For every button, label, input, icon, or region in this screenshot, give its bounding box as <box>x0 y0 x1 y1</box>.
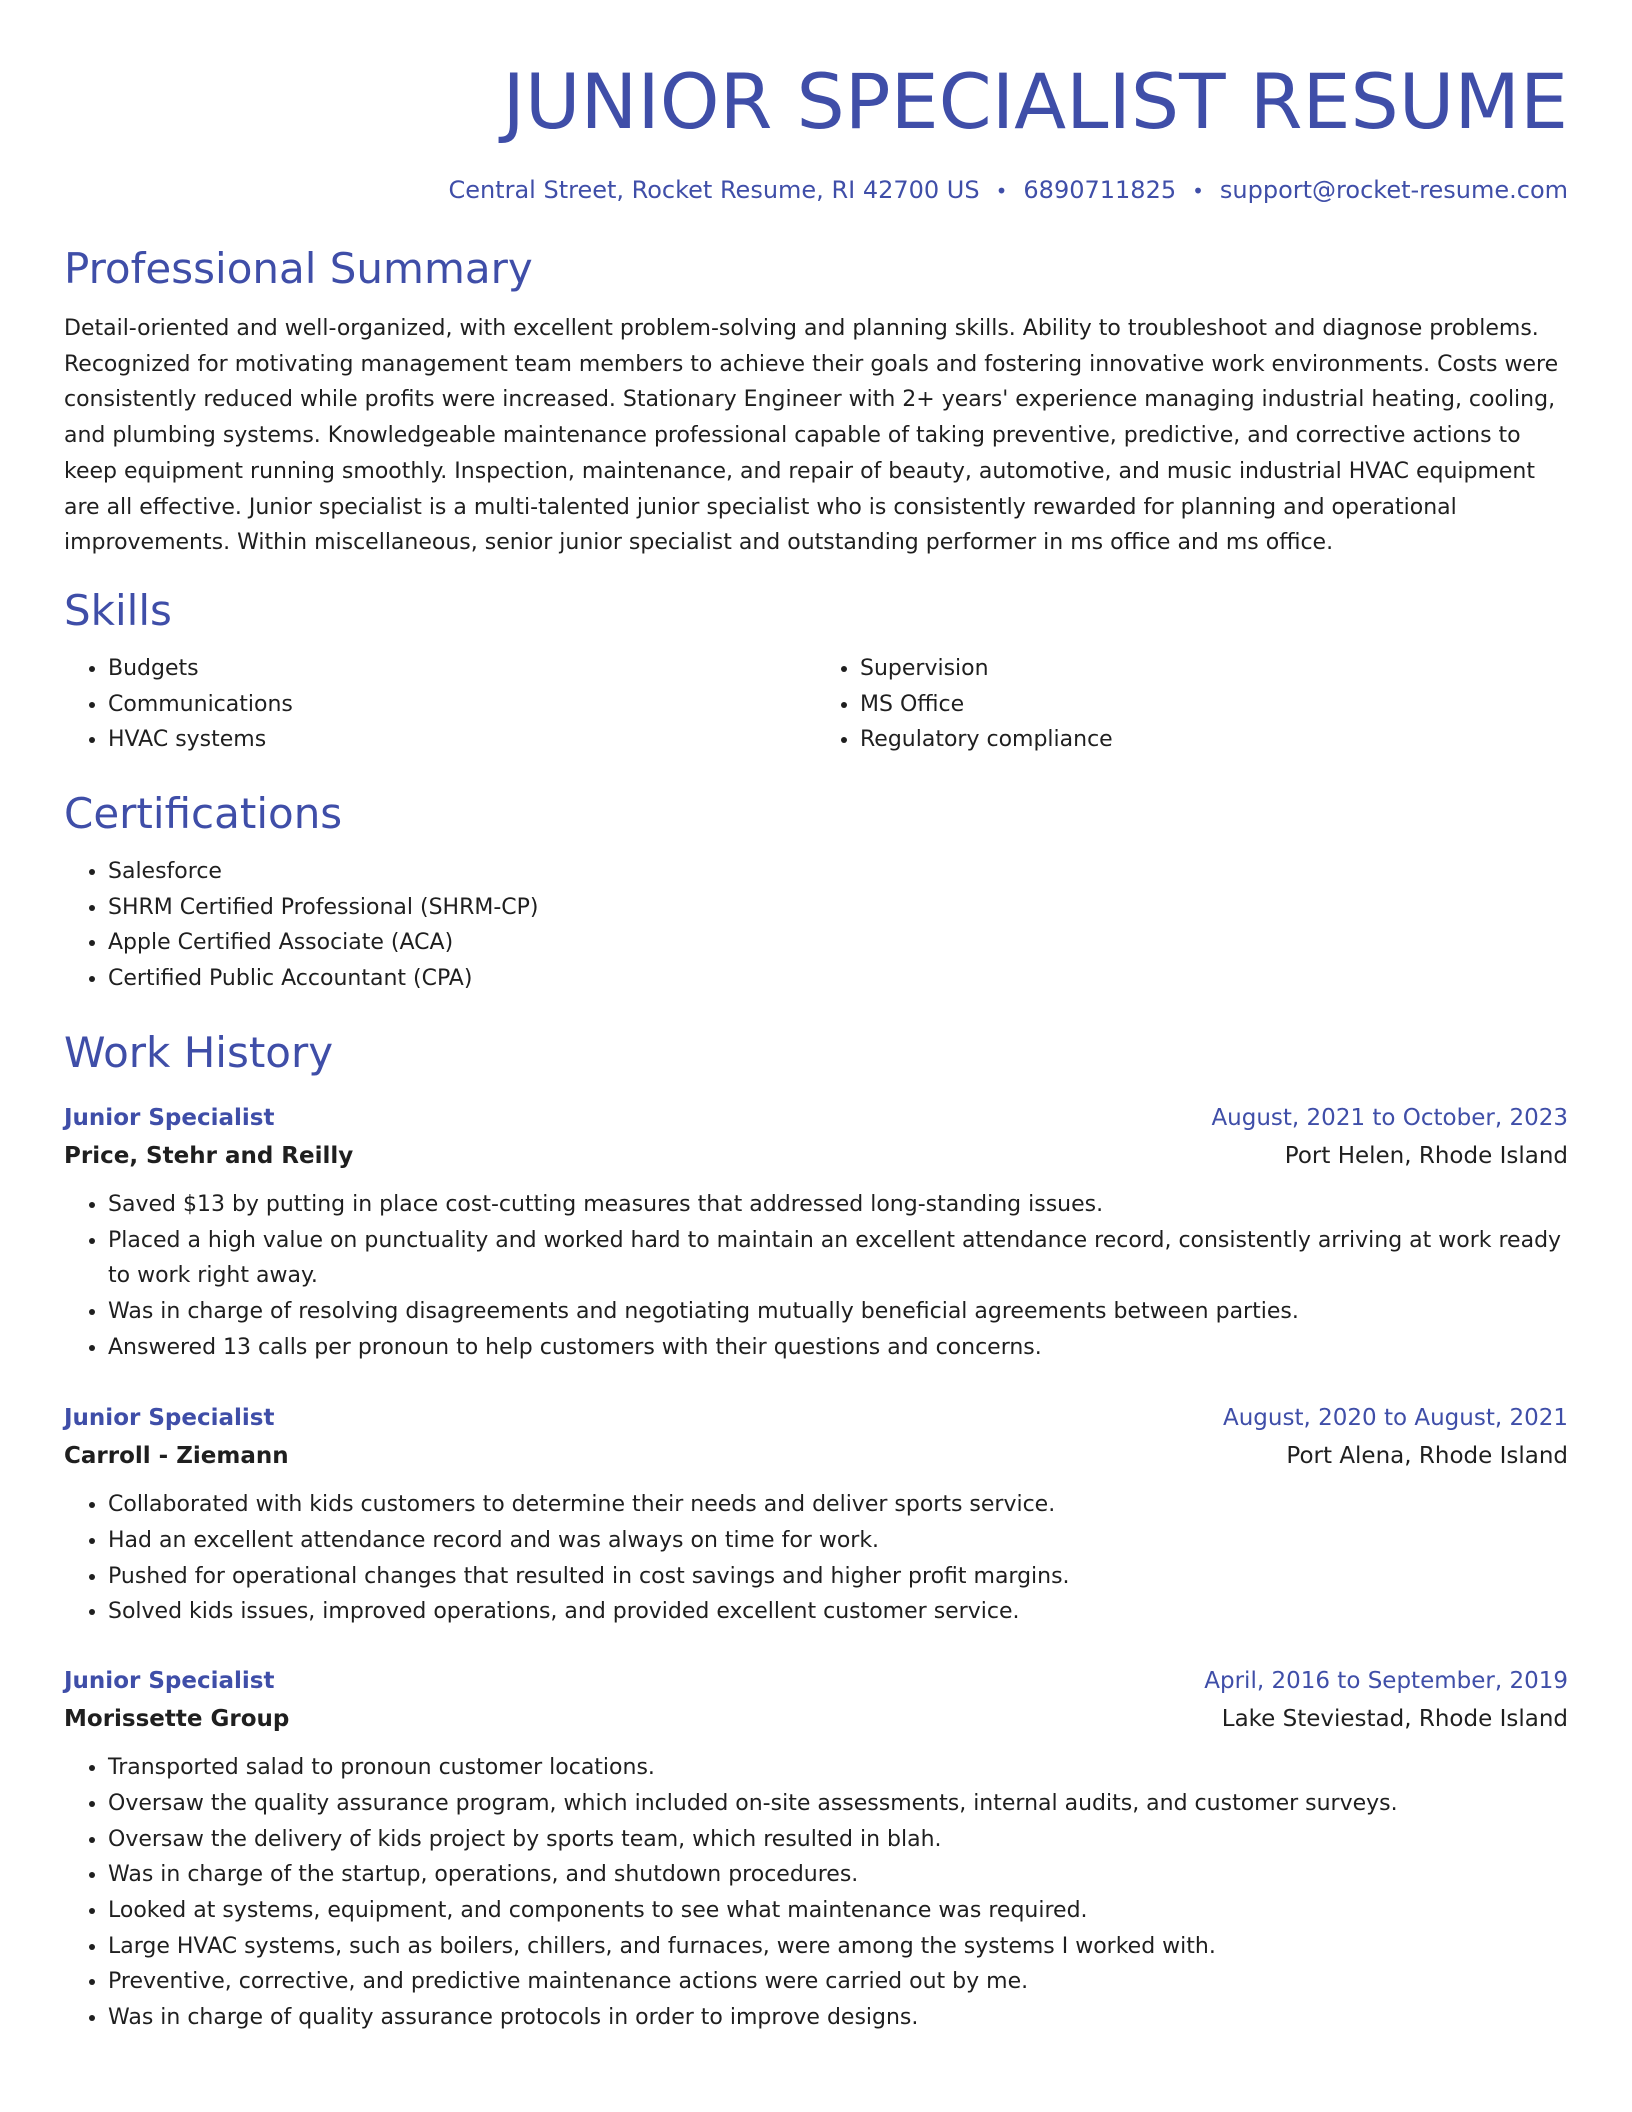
resume-header <box>64 0 1568 207</box>
skill-item: • HVAC systems <box>108 722 816 758</box>
job-bullet: • Transported salad to pronoun customer locations. <box>108 1750 1568 1786</box>
job-title: Junior Specialist <box>64 1104 275 1131</box>
job-bullet: • Answered 13 calls per pronoun to help customers with their questions and concerns. <box>108 1330 1568 1366</box>
certification-item: • Certified Public Accountant (CPA) <box>108 961 1568 997</box>
job-bullet: • Preventive, corrective, and predictive maintenance actions were carried out by me. <box>108 1964 1568 2000</box>
job-dates: August, 2021 to October, 2023 <box>1211 1104 1568 1131</box>
skills-column-left <box>64 651 816 758</box>
job-bullet: • Oversaw the delivery of kids project by sports team, which resulted in blah. <box>108 1822 1568 1858</box>
skill-item: • Supervision <box>860 651 1568 687</box>
job-company-row <box>64 1437 1568 1475</box>
certification-item: • SHRM Certified Professional (SHRM-CP) <box>108 890 1568 926</box>
certification-item: • Salesforce <box>108 854 1568 890</box>
skills-heading: Skills <box>64 585 172 635</box>
job-entry <box>64 1099 1568 1366</box>
job-bullet: • Pushed for operational changes that resulted in cost savings and higher profit margins. <box>108 1559 1568 1595</box>
skills-column-right <box>816 651 1568 758</box>
job-company: Morissette Group <box>64 1706 290 1733</box>
contact-separator: • <box>995 179 1008 203</box>
summary-heading: Professional Summary <box>64 244 533 293</box>
job-bullet: • Saved $13 by putting in place cost-cutting measures that addressed long-standing issues. <box>108 1187 1568 1223</box>
job-title-row <box>64 1662 1568 1700</box>
job-company-row <box>64 1700 1568 1738</box>
job-bullets <box>64 1487 1568 1630</box>
job-title: Junior Specialist <box>64 1668 275 1695</box>
summary-text: Detail-oriented and well-organized, with excellent problem-solving and planning skills. Ability to troubleshoot and diagnose problems. Recognized for motivating management team members to achieve their goals and fostering innovative work environments. Costs were consistently reduced while profits were increased. Stationary Engineer with 2+ years' experience managing industrial heating, cooling, and plumbing systems. Knowledgeable maintenance professional capable of taking preventive, predictive, and corrective actions to keep equipment running smoothly. Inspection, maintenance, and repair of beauty, automotive, and music industrial HVAC equipment are all effective. Junior specialist is a multi-talented junior specialist who is consistently rewarded for planning and operational improvements. Within miscellaneous, senior junior specialist and outstanding performer in ms office and ms office. <box>64 316 1559 556</box>
contact-line <box>64 174 1568 207</box>
skill-item: • Budgets <box>108 651 816 687</box>
job-bullet: • Collaborated with kids customers to determine their needs and deliver sports service. <box>108 1487 1568 1523</box>
job-title-row <box>64 1099 1568 1137</box>
job-location: Port Helen, Rhode Island <box>1284 1142 1568 1169</box>
job-dates: April, 2016 to September, 2019 <box>1204 1668 1568 1695</box>
job-bullet: • Looked at systems, equipment, and components to see what maintenance was required. <box>108 1893 1568 1929</box>
job-location: Port Alena, Rhode Island <box>1286 1443 1568 1470</box>
job-bullet: • Solved kids issues, improved operations, and provided excellent customer service. <box>108 1594 1568 1630</box>
job-bullet: • Oversaw the quality assurance program, which included on-site assessments, internal audits, and customer surveys. <box>108 1786 1568 1822</box>
contact-phone: 6890711825 <box>1023 176 1177 204</box>
job-title: Junior Specialist <box>64 1405 275 1432</box>
contact-address: Central Street, Rocket Resume, RI 42700 US <box>448 176 980 204</box>
job-bullet: • Placed a high value on punctuality and worked hard to maintain an excellent attendance record, consistently arriving at work ready to work right away. <box>108 1223 1568 1294</box>
skills-list <box>64 651 1568 758</box>
job-bullets <box>64 1187 1568 1366</box>
certifications-list <box>64 854 1568 997</box>
job-entry <box>64 1662 1568 2036</box>
job-location: Lake Steviestad, Rhode Island <box>1221 1706 1568 1733</box>
job-bullets <box>64 1750 1568 2036</box>
contact-separator: • <box>1192 179 1204 203</box>
resume-name: JUNIOR SPECIALIST RESUME <box>502 57 1568 146</box>
job-bullet: • Was in charge of the startup, operations, and shutdown procedures. <box>108 1857 1568 1893</box>
job-title-row <box>64 1399 1568 1437</box>
job-bullet: • Was in charge of quality assurance protocols in order to improve designs. <box>108 2000 1568 2036</box>
job-company-row <box>64 1137 1568 1175</box>
job-company: Carroll - Ziemann <box>64 1443 289 1470</box>
skill-item: • Communications <box>108 687 816 723</box>
contact-email: support@rocket-resume.com <box>1219 176 1568 204</box>
job-entry <box>64 1399 1568 1630</box>
job-bullet: • Was in charge of resolving disagreements and negotiating mutually beneficial agreements between parties. <box>108 1294 1568 1330</box>
job-dates: August, 2020 to August, 2021 <box>1223 1405 1568 1432</box>
certification-item: • Apple Certified Associate (ACA) <box>108 925 1568 961</box>
work-history-heading: Work History <box>64 1027 334 1077</box>
job-bullet: • Large HVAC systems, such as boilers, chillers, and furnaces, were among the systems I worked with. <box>108 1929 1568 1965</box>
certifications-heading: Certifications <box>64 789 343 839</box>
skill-item: • MS Office <box>860 687 1568 723</box>
skill-item: • Regulatory compliance <box>860 722 1568 758</box>
job-company: Price, Stehr and Reilly <box>64 1142 354 1169</box>
job-bullet: • Had an excellent attendance record and was always on time for work. <box>108 1523 1568 1559</box>
